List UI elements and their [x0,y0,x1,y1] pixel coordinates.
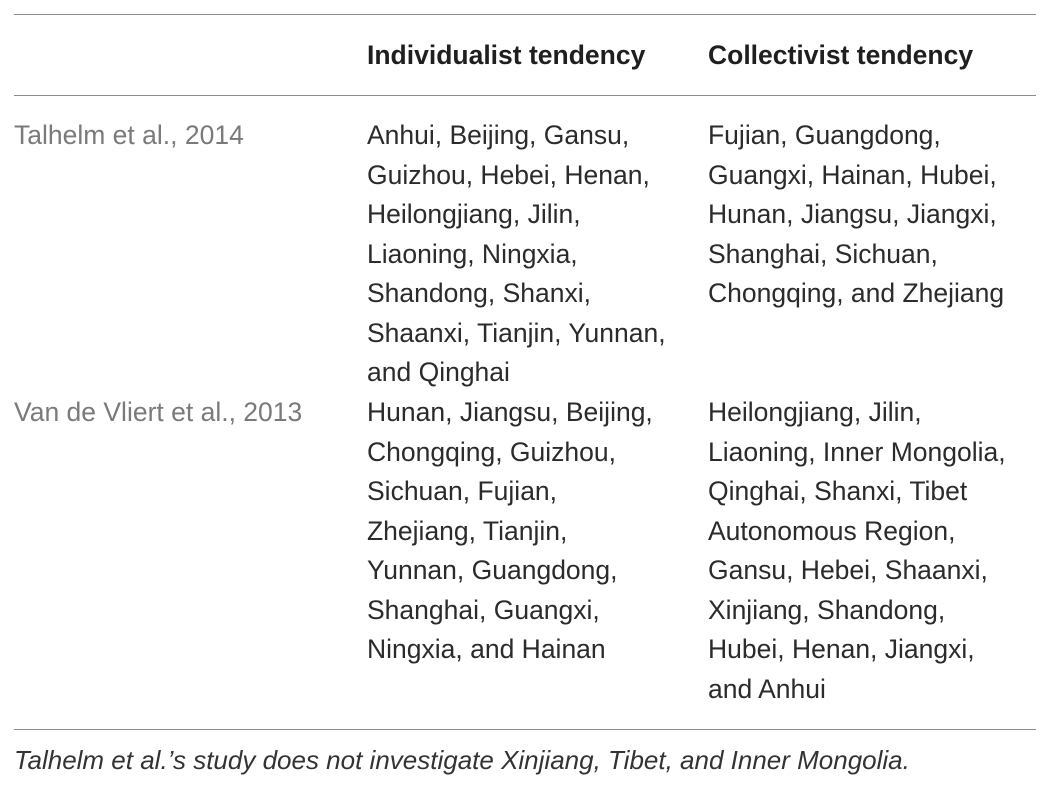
row2-individualist-cell [367,393,653,670]
cell-line: Sichuan, Fujian, [367,476,558,506]
cell-line: Heilongjiang, Jilin, [708,397,922,427]
cell-line: and Anhui [708,673,826,704]
table-bottom-rule [14,729,1036,730]
cell-line: Hubei, Henan, Jiangxi, [708,634,975,664]
cell-line: Hunan, Jiangsu, Beijing, [367,397,653,427]
row2-collectivist-cell [708,393,1006,709]
header-collectivist: Collectivist tendency [708,40,974,70]
study-name-van-de-vliert: Van de Vliert et al., 2013 [14,397,303,427]
cell-line: Heilongjiang, Jilin, [367,199,581,229]
table-footnote: Talhelm et al.’s study does not investigate Xinjiang, Tibet, and Inner Mongolia. [14,745,910,775]
cell-line: Anhui, Beijing, Gansu, [367,120,630,150]
cell-line: Fujian, Guangdong, [708,120,941,150]
cell-line: Liaoning, Inner Mongolia, [708,436,1006,467]
cell-line: Hunan, Jiangsu, Jiangxi, [708,199,997,229]
row1-individualist-cell [367,116,666,393]
cell-line: Shandong, Shanxi, [367,278,591,308]
cell-line: Shaanxi, Tianjin, Yunnan, [367,317,666,348]
cell-line: and Qinghai [367,357,510,387]
header-individualist: Individualist tendency [367,40,646,70]
cell-line: Shanghai, Sichuan, [708,238,938,269]
cell-line: Qinghai, Shanxi, Tibet [708,476,968,506]
table-top-rule [14,14,1036,15]
cell-line: Ningxia, and Hainan [367,634,606,664]
cell-line: Chongqing, and Zhejiang [708,278,1005,308]
cell-line: Autonomous Region, [708,515,956,546]
cell-line: Zhejiang, Tianjin, [367,515,568,546]
row1-collectivist-cell [708,116,1004,314]
cell-line: Chongqing, Guizhou, [367,436,616,467]
cell-line: Liaoning, Ningxia, [367,238,578,269]
cell-line: Guangxi, Hainan, Hubei, [708,159,997,190]
cell-line: Shanghai, Guangxi, [367,594,600,625]
table-header-rule [14,95,1036,96]
cell-line: Yunnan, Guangdong, [367,555,618,585]
cell-line: Xinjiang, Shandong, [708,594,946,625]
study-name-talhelm: Talhelm et al., 2014 [14,120,244,150]
cell-line: Guizhou, Hebei, Henan, [367,159,650,190]
cell-line: Gansu, Hebei, Shaanxi, [708,555,988,585]
